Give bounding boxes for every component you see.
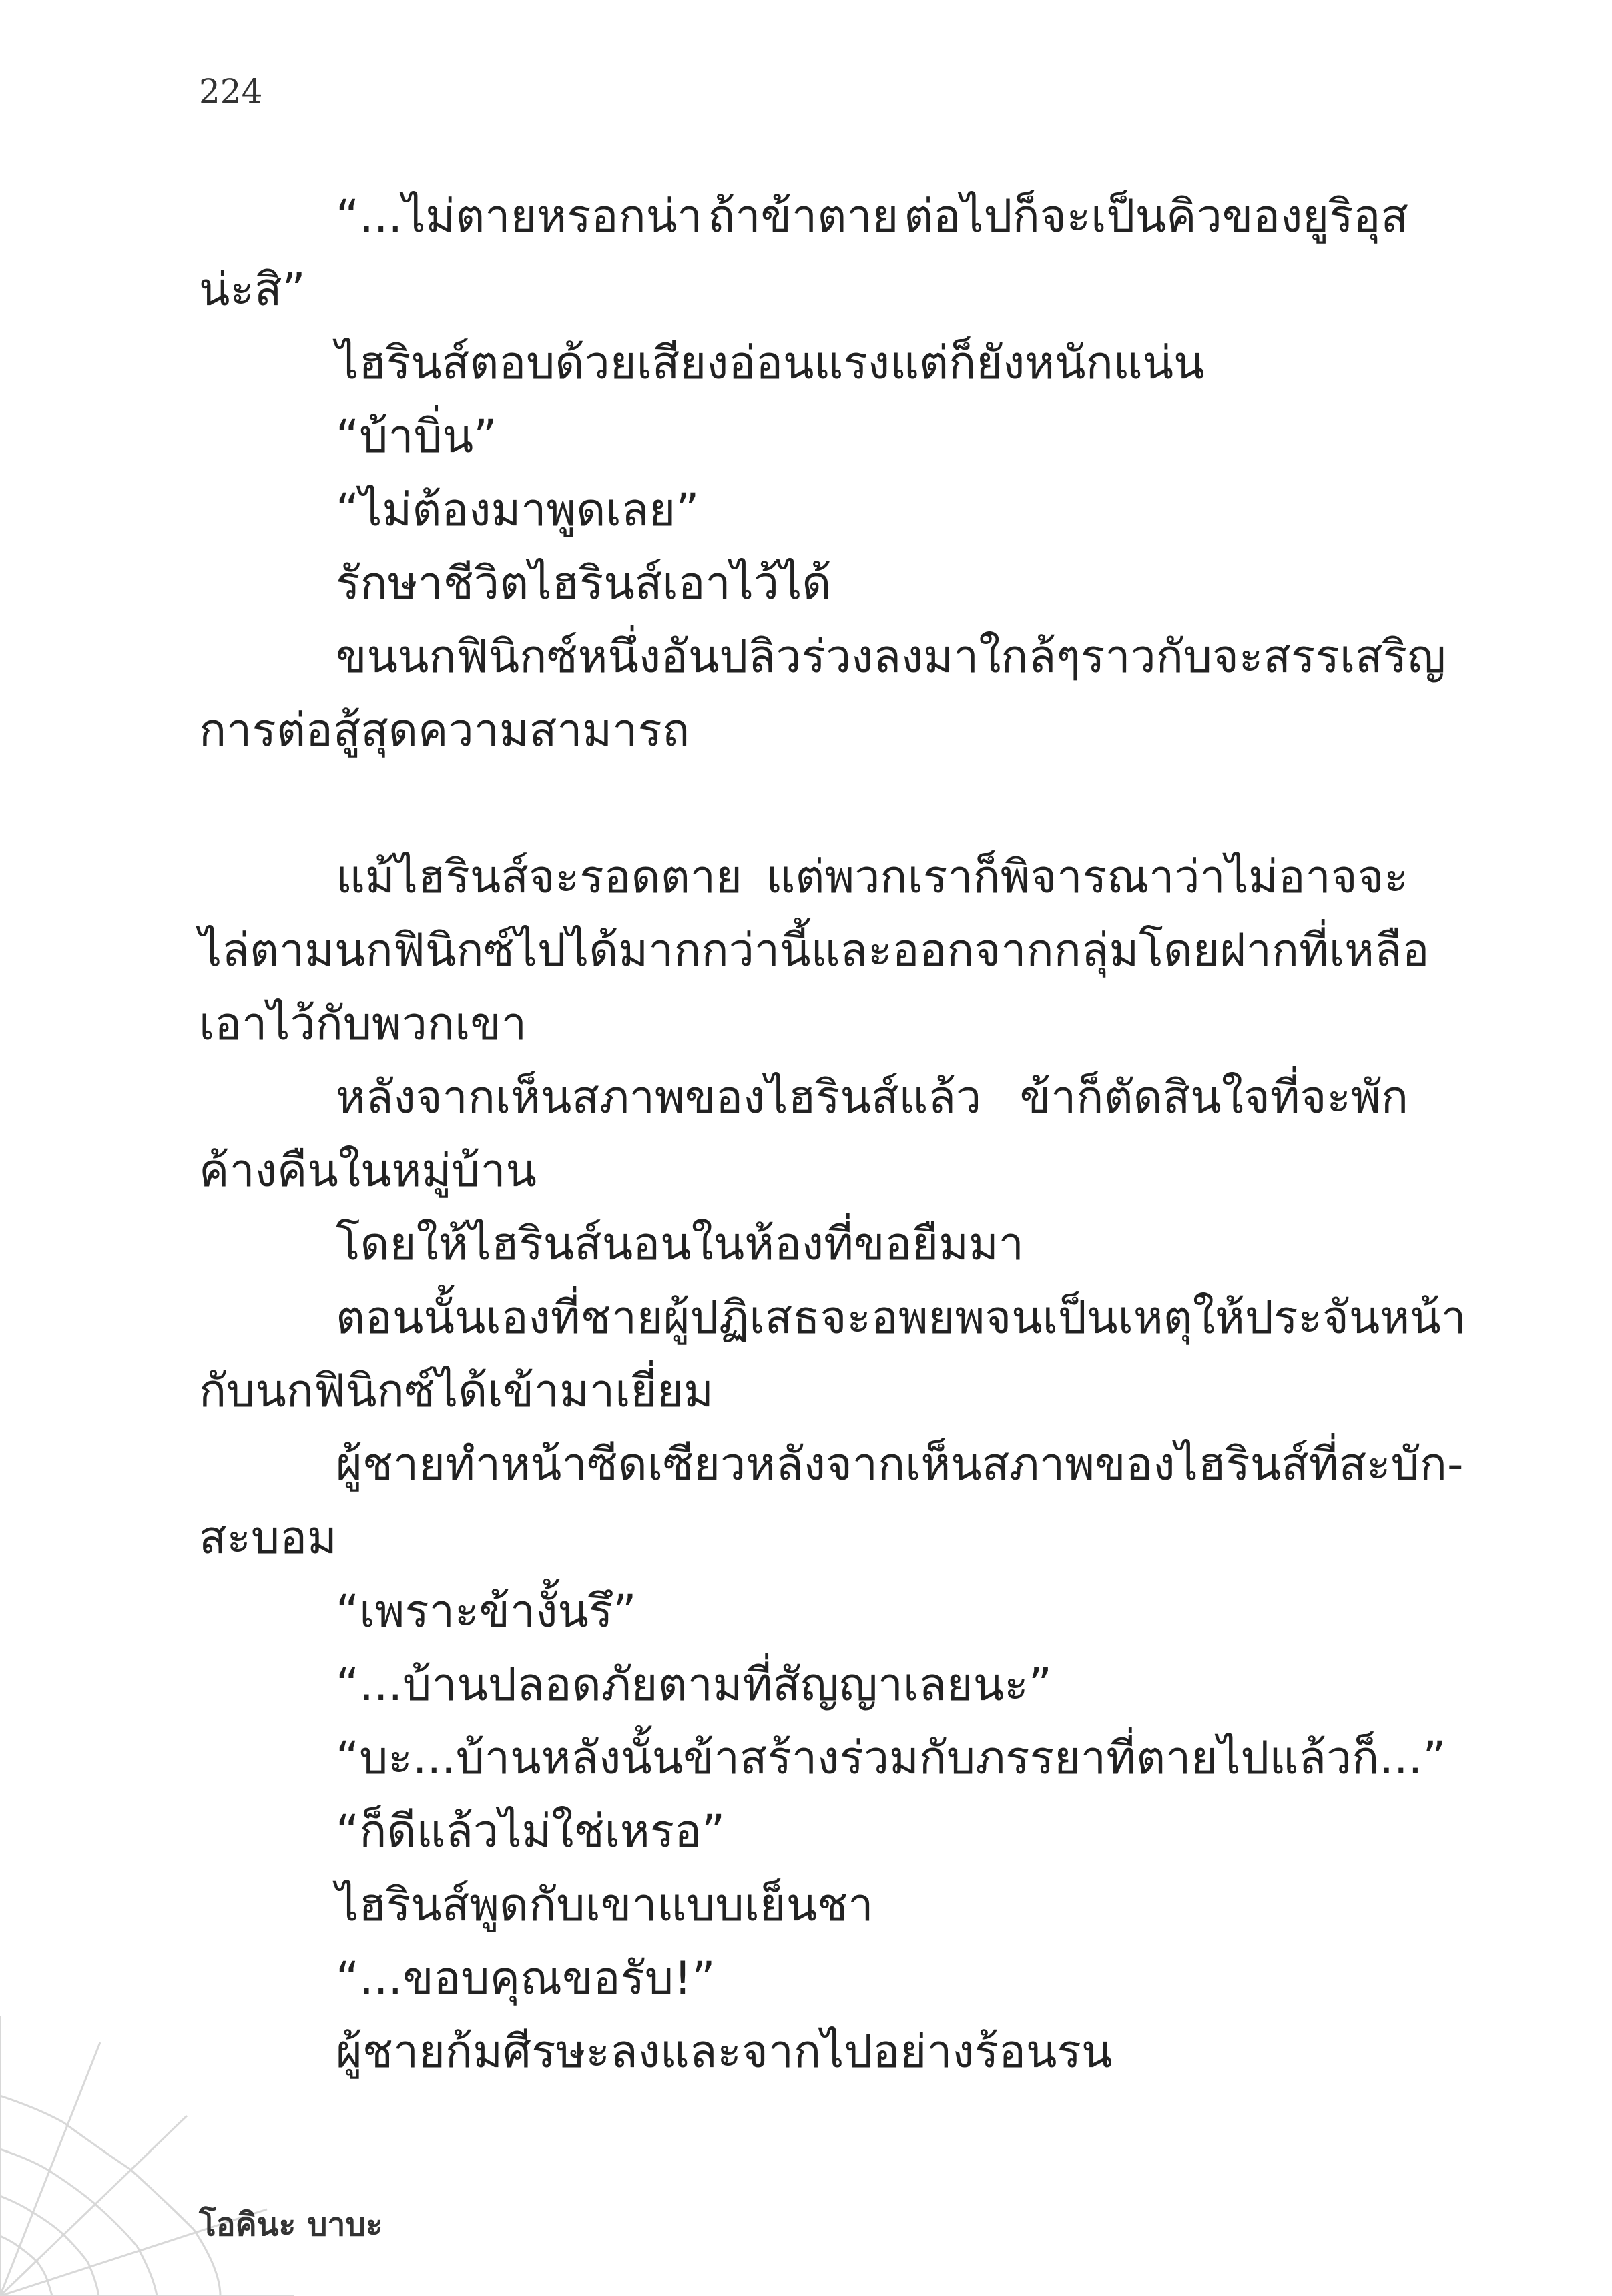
- body-text: [199, 180, 1466, 2089]
- text-line: ค้างคืนในหมู่บ้าน: [199, 1145, 537, 1197]
- spiderweb-decoration: [0, 2016, 294, 2296]
- text-segment: ต่อไปก็จะเป็นคิวของยูริอุส: [904, 190, 1408, 243]
- author-name: โอคินะ บาบะ: [199, 2206, 383, 2243]
- text-segment: แม้ไฮรินส์จะรอดตาย: [336, 851, 742, 904]
- text-line: ผู้ชายก้มศีรษะลงและจากไปอย่างร้อนรน: [336, 2026, 1113, 2078]
- text-line: [199, 841, 1408, 914]
- text-line: [199, 621, 1446, 694]
- text-segment: ราวกับจะสรรเสริญ: [1080, 631, 1446, 683]
- text-line: รักษาชีวิตไฮรินส์เอาไว้ได้: [336, 557, 832, 610]
- text-line: [199, 1722, 1446, 1795]
- text-line: สะบอม: [199, 1512, 337, 1564]
- text-segment: “...ไม่ตายหรอกน่า: [336, 190, 703, 243]
- text-line: กับนกฟินิกซ์ได้เข้ามาเยี่ยม: [199, 1365, 714, 1418]
- text-line: “บ้าบิ่น”: [336, 410, 497, 463]
- text-segment: แต่พวกเราก็พิจารณาว่าไม่อาจจะ: [766, 851, 1408, 904]
- text-segment: ข้าสร้างร่วมกับภรรยาที่ตายไป: [683, 1732, 1270, 1785]
- text-line: โดยให้ไฮรินส์นอนในห้องที่ขอยืมมา: [336, 1218, 1024, 1271]
- text-segment: หลังจากเห็นสภาพของไฮรินส์แล้ว: [336, 1071, 982, 1124]
- text-line: [199, 1281, 1466, 1355]
- text-segment: ตอนนั้นเองที่ชายผู้ปฏิเสธจะอพยพจนเป็นเหตุให้ประจันหน้า: [336, 1292, 1466, 1344]
- text-segment: ถ้าข้าตาย: [708, 190, 899, 243]
- text-line: “ก็ดีแล้วไม่ใช่เหรอ”: [336, 1805, 726, 1858]
- text-segment: ผู้ชายทำหน้าซีดเซียวหลังจากเห็นสภาพของไฮรินส์ที่สะบัก-: [336, 1438, 1464, 1491]
- text-segment: และออกจากกลุ่มโดยฝากที่เหลือ: [810, 924, 1430, 977]
- page-number: 224: [199, 72, 263, 111]
- text-line: เอาไว้กับพวกเขา: [199, 998, 527, 1051]
- paragraph-break: [199, 768, 1408, 841]
- text-line: การต่อสู้สุดความสามารถ: [199, 704, 690, 757]
- text-line: “เพราะข้างั้นรึ”: [336, 1585, 637, 1638]
- text-segment: ขนนกฟินิกซ์หนึ่งอันปลิวร่วงลงมาใกล้ๆ: [336, 631, 1081, 683]
- text-segment: ไล่ตามนกฟินิกซ์ไปได้มากกว่านี้: [199, 924, 811, 977]
- text-line: ไฮรินส์ตอบด้วยเสียงอ่อนแรงแต่ก็ยังหนักแน่น: [336, 337, 1205, 390]
- text-line: “ไม่ต้องมาพูดเลย”: [336, 484, 700, 537]
- text-line: น่ะสิ”: [199, 264, 306, 316]
- text-line: [199, 180, 1408, 254]
- text-segment: “บะ...บ้านหลังนั้น: [336, 1732, 684, 1785]
- text-segment: แล้วก็...”: [1269, 1732, 1446, 1785]
- text-line: “...บ้านปลอดภัยตามที่สัญญาเลยนะ”: [336, 1659, 1052, 1711]
- text-line: ไฮรินส์พูดกับเขาแบบเย็นชา: [336, 1879, 874, 1932]
- text-line: [199, 914, 1430, 988]
- text-segment: ข้าก็ตัดสินใจที่จะพัก: [1019, 1071, 1408, 1124]
- text-line: [199, 1061, 1408, 1135]
- text-line: [199, 1428, 1464, 1502]
- text-line: “...ขอบคุณขอรับ!”: [336, 1952, 716, 2005]
